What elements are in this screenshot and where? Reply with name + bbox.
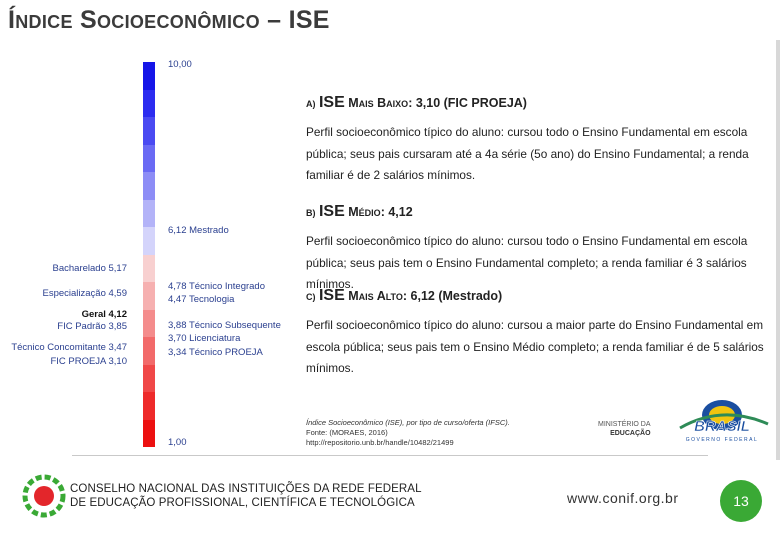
page-title: Índice Socioeconômico – ISE <box>8 6 330 34</box>
section-c <box>306 285 766 380</box>
source-link[interactable]: http://repositorio.unb.br/handle/10482/21499 <box>306 438 454 447</box>
section-a-text: Perfil socioeconômico típico do aluno: cursou todo o Ensino Fundamental em escola pública; seus pais cursaram até a 4a série (5o ano) do Ensino Fundamental; a renda familiar é de 2 salários mínimos. <box>306 125 749 182</box>
website-link[interactable]: www.conif.org.br <box>567 490 679 506</box>
section-value: : 3,10 (FIC PROEJA) <box>408 96 527 110</box>
ise-color-scale <box>143 62 155 447</box>
scale-left-label-general: Geral 4,12 <box>81 309 127 320</box>
scale-segment <box>143 392 155 420</box>
ise-label: ISE <box>318 203 345 220</box>
scale-segment <box>143 62 155 90</box>
section-b <box>306 201 766 296</box>
section-level: Mais Alto <box>348 289 403 303</box>
section-a <box>306 92 766 187</box>
source-citation <box>306 418 510 448</box>
scale-segment <box>143 145 155 173</box>
conselho-line2: DE EDUCAÇÃO PROFISSIONAL, CIENTÍFICA E TECNOLÓGICA <box>70 497 415 509</box>
footer-divider <box>72 455 708 456</box>
section-value: : 4,12 <box>380 205 413 219</box>
section-a-heading <box>306 92 766 115</box>
section-c-text: Perfil socioeconômico típico do aluno: cursou a maior parte do Ensino Fundamental em escola pública; seus pais tem o Ensino Médio completo; a renda familiar é de 5 salários mínimos. <box>306 318 764 375</box>
ministerio-line1: MINISTÉRIO DA <box>598 421 651 428</box>
scale-segment <box>143 255 155 283</box>
scale-segment <box>143 365 155 393</box>
conselho-line1: CONSELHO NACIONAL DAS INSTITUIÇÕES DA REDE FEDERAL <box>70 483 422 495</box>
scale-left-label: FIC PROEJA 3,10 <box>50 356 127 367</box>
scale-left-label: FIC Padrão 3,85 <box>57 321 127 332</box>
section-level: Mais Baixo <box>348 96 409 110</box>
scale-right-label: 3,70 Licenciatura <box>168 333 241 344</box>
scale-left-label: Técnico Concomitante 3,47 <box>11 342 127 353</box>
scale-bottom-label: 1,00 <box>168 437 187 448</box>
page-number-badge: 13 <box>720 480 762 522</box>
section-b-heading <box>306 201 766 224</box>
section-b-text: Perfil socioeconômico típico do aluno: cursou todo o Ensino Fundamental em escola pública; seus pais tem o Ensino Fundamental completo; a renda familiar é 3 salários mínimos. <box>306 234 748 291</box>
section-value: : 6,12 (Mestrado) <box>402 289 503 303</box>
section-c-heading <box>306 285 766 308</box>
brasil-government-logo <box>670 398 775 444</box>
scale-left-label: Bacharelado 5,17 <box>52 263 127 274</box>
source-title: Índice Socioeconômico (ISE), por tipo de curso/oferta (IFSC). <box>306 418 510 427</box>
scale-segment <box>143 90 155 118</box>
brasil-sub: GOVERNO FEDERAL <box>685 437 759 443</box>
scale-top-label: 10,00 <box>168 59 192 70</box>
scale-right-label: 3,88 Técnico Subsequente <box>168 320 281 331</box>
section-level: Médio <box>348 205 381 219</box>
scale-segment <box>143 282 155 310</box>
conselho-name <box>70 482 422 510</box>
scale-segment <box>143 117 155 145</box>
section-letter: A) <box>306 99 316 109</box>
scale-left-label: Especialização 4,59 <box>42 288 127 299</box>
source-author: Fonte: (MORAES, 2016) <box>306 428 388 437</box>
ise-label: ISE <box>318 94 345 111</box>
scale-segment <box>143 310 155 338</box>
scale-segment <box>143 227 155 255</box>
scale-segment <box>143 172 155 200</box>
scale-right-label: 6,12 Mestrado <box>168 225 229 236</box>
section-letter: C) <box>306 292 316 302</box>
edge-divider <box>776 40 780 460</box>
scale-right-label: 4,47 Tecnologia <box>168 294 235 305</box>
scale-right-label: 4,78 Técnico Integrado <box>168 281 266 292</box>
brasil-word: BRASIL <box>694 418 750 435</box>
scale-segment <box>143 337 155 365</box>
conif-logo-icon <box>22 474 66 518</box>
scale-segment <box>143 420 155 448</box>
scale-right-label: 3,34 Técnico PROEJA <box>168 347 263 358</box>
ministerio-logo <box>598 420 651 438</box>
ise-label: ISE <box>318 287 345 304</box>
scale-segment <box>143 200 155 228</box>
section-letter: B) <box>306 208 316 218</box>
ministerio-line2: EDUCAÇÃO <box>610 430 651 437</box>
